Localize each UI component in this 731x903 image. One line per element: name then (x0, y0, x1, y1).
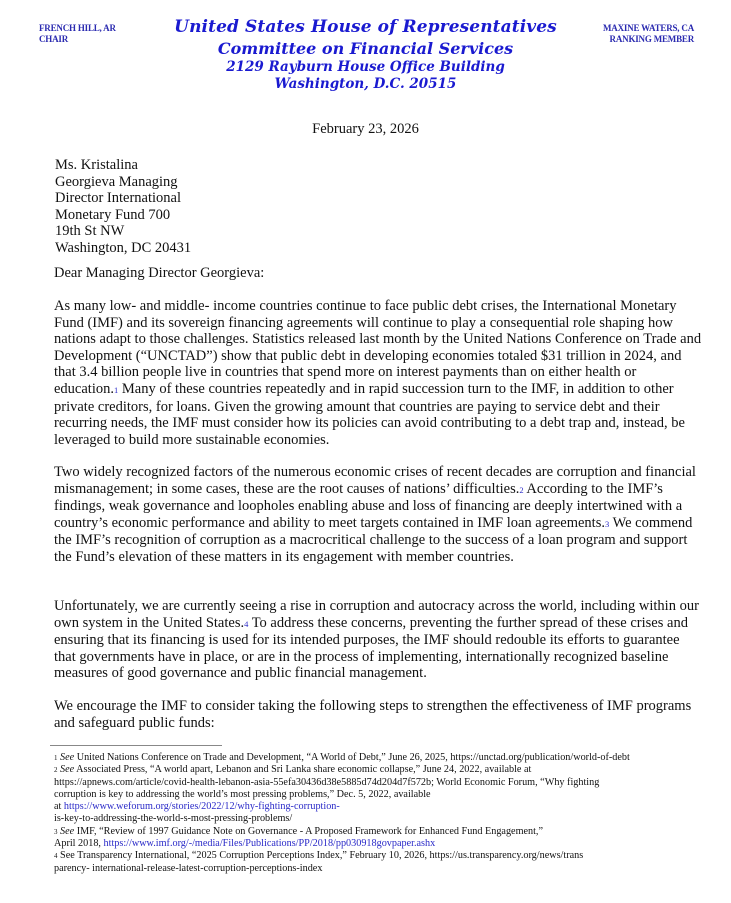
footnote-ref-3[interactable]: 3 (604, 518, 610, 529)
footnote-2 (54, 764, 714, 776)
letterhead-city: Washington, D.C. 20515 (274, 76, 457, 92)
chair-name: FRENCH HILL, AR (39, 23, 116, 33)
paragraph-text: As many low- and middle- income countries continue to face public debt crises, the International Monetary Fund (IMF) and its sovereign financing agreements will continue to play a consequential role shaping how nations adapt to those challenges. Statistics released last month by the United Nations Conference on Trade and Development (“UNCTAD”) show that public debt in developing economies totaled $31 trillion in 2024, and that 3.4 billion people live in countries that spend more on interest payments than on either health or education. (54, 298, 702, 397)
ranking-member-title: RANKING MEMBER (609, 34, 694, 44)
address-line: Director International (55, 190, 182, 207)
paragraph-text: We commend the IMF’s recognition of corruption as a macrocritical challenge to the success of a loan program and support the Fund’s elevation of these matters in its engagement with member countries. (54, 514, 693, 565)
paragraph-text: To address these concerns, preventing the further spread of these crises and ensuring that its financing is used for its intended purposes, the IMF should redouble its efforts to guarantee that governments have in place, or are in the process of implementing, internationally recognized baseline measures of good governance and public financial management. (54, 614, 688, 682)
address-line: Monetary Fund 700 (55, 206, 171, 223)
footnotes (54, 752, 714, 875)
footnote-4 (54, 850, 714, 862)
paragraph-3 (54, 598, 704, 682)
recipient-address (55, 157, 191, 257)
address-line: Ms. Kristalina (55, 157, 138, 173)
footnote-text: April 2018, (54, 838, 104, 850)
paragraph-text: Many of these countries repeatedly and in rapid succession turn to the IMF, in addition to other private creditors, for loans. Given the growing amount that countries are paying to service debt and their recurring needs, the IMF must consider how its policies can avoid contributing to a debt trap and, instead, be leveraged to build more sustainable economies. (54, 380, 685, 448)
imf-link[interactable]: https://www.imf.org/-/media/Files/Publications/PP/2018/pp030918govpaper.ashx (103, 838, 436, 850)
ranking-member-block (603, 23, 694, 45)
letterhead-committee: Committee on Financial Services (217, 39, 514, 58)
address-line: Georgieva Managing (55, 173, 178, 190)
footnote-2-line (54, 801, 714, 813)
weforum-link[interactable]: https://www.weforum.org/stories/2022/12/why-fighting-corruption- (63, 801, 340, 813)
paragraph-text: Two widely recognized factors of the numerous economic crises of recent decades are corruption and financial mismanagement; in some cases, these are the root causes of nations’ difficulties. (54, 464, 696, 497)
paragraph-1 (54, 298, 704, 448)
ranking-member-name: MAXINE WATERS, CA (602, 23, 694, 33)
paragraph-2 (54, 464, 704, 566)
footnote-1 (54, 752, 714, 764)
footnote-see: See (60, 825, 75, 837)
footnote-2-line: https://apnews.com/article/covid-health-lebanon-asia-55efa30436d38e5885d74d204d7f572b; World Economic Forum, “Why fighting (54, 776, 600, 788)
chair-title: CHAIR (39, 34, 69, 44)
footnote-see: See (60, 752, 75, 763)
address-line: 19th St NW (55, 223, 125, 240)
footnote-see: See (60, 764, 75, 776)
footnote-text: Associated Press, “A world apart, Lebanon and Sri Lanka share economic collapse,” June 24, 2022, available at (74, 764, 532, 776)
footnote-text: IMF, “Review of 1997 Guidance Note on Governance - A Proposed Framework for Enhanced Fund Engagement,” (74, 825, 544, 837)
footnote-ref-4[interactable]: 4 (244, 618, 249, 629)
letterhead-building: 2129 Rayburn House Office Building (226, 59, 505, 75)
footnote-number: 2 (54, 766, 58, 775)
footnote-3-line (54, 838, 714, 850)
footnote-text: See Transparency International, “2025 Corruption Perceptions Index,” February 10, 2026, https://us.transparency.org/news/trans (57, 850, 584, 862)
address-line: Washington, DC 20431 (55, 239, 192, 256)
letterhead-house: United States House of Representatives (174, 17, 557, 37)
paragraph-text: According to the IMF’s findings, weak governance and loopholes enabling abuse and loss of financing are deeply intertwined with a country’s economic performance and ability to meet targets contained in IMF loan agreements. (54, 480, 683, 531)
footnote-number: 1 (54, 754, 58, 762)
footnote-2-line: is-key-to-addressing-the-world-s-most-pressing-problems/ (54, 813, 293, 825)
footnote-ref-1[interactable]: 1 (114, 384, 119, 395)
footnote-text: United Nations Conference on Trade and Development, “A World of Debt,” June 26, 2025, https://unctad.org/publication/world-of-debt (74, 752, 630, 763)
letter-date: February 23, 2026 (312, 121, 419, 137)
footnote-number: 4 (54, 852, 58, 861)
footnote-text: at (54, 801, 64, 813)
paragraph-text: Unfortunately, we are currently seeing a rise in corruption and autocracy across the world, including within our own system in the United States. (54, 598, 699, 631)
footnote-number: 3 (54, 827, 58, 836)
footnote-2-line: corruption is key to addressing the world’s most pressing problems,” Dec. 5, 2022, available (54, 788, 431, 800)
footnote-ref-2[interactable]: 2 (519, 484, 524, 495)
footnote-4-line: parency- international-release-latest-corruption-perceptions-index (54, 862, 323, 874)
salutation: Dear Managing Director Georgieva: (54, 265, 265, 281)
footnote-separator (50, 745, 222, 746)
paragraph-4: We encourage the IMF to consider taking the following steps to strengthen the effectiveness of IMF programs and safeguard public funds: (54, 698, 692, 731)
footnote-3 (54, 826, 714, 838)
